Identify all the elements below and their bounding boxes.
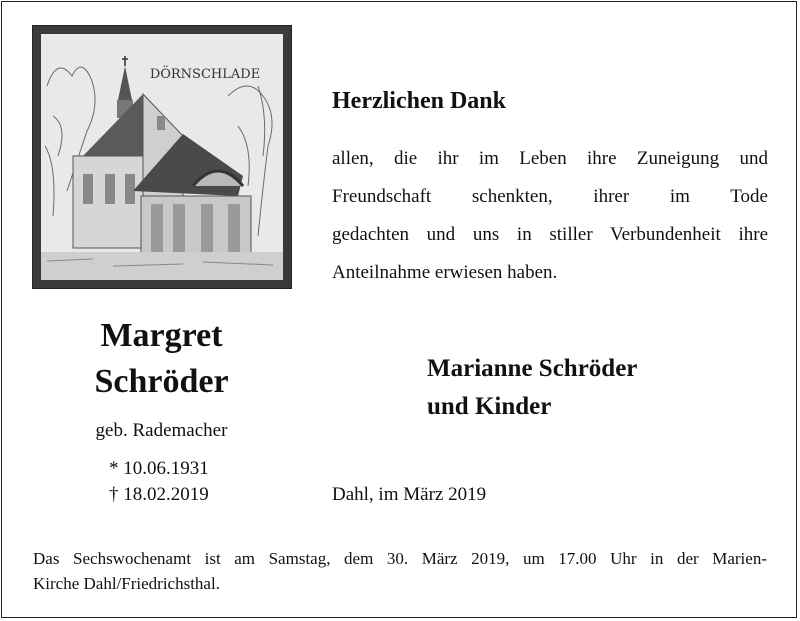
deceased-born-name: geb. Rademacher [95, 420, 228, 441]
illustration-caption: DÖRNSCHLADE [149, 67, 261, 82]
signers [427, 350, 637, 426]
thanks-line: gedachten und uns in stiller Verbundenheit ihre [332, 224, 768, 245]
deceased-first-name: Margret [100, 317, 223, 354]
service-announcement [33, 546, 767, 596]
thanks-heading: Herzlichen Dank [332, 88, 506, 114]
thanks-text [332, 140, 768, 292]
signer-family: und Kinder [427, 393, 552, 420]
chapel-drawing [33, 26, 291, 288]
death-date: † 18.02.2019 [109, 484, 209, 505]
birth-date: * 10.06.1931 [109, 458, 209, 479]
place-date: Dahl, im März 2019 [332, 484, 487, 505]
signer-name: Marianne Schröder [427, 355, 638, 382]
deceased-last-name: Schröder [94, 363, 229, 400]
footer-line: Kirche Dahl/Friedrichsthal. [33, 574, 220, 593]
thanks-line: Freundschaft schenkten, ihrer im Tode [332, 186, 768, 207]
thanks-line: Anteilnahme erwiesen haben. [332, 262, 558, 283]
thanks-line: allen, die ihr im Leben ihre Zuneigung und [332, 148, 768, 169]
footer-line: Das Sechswochenamt ist am Samstag, dem 30. März 2019, um 17.00 Uhr in der Marien- [33, 549, 767, 568]
chapel-illustration [33, 26, 291, 288]
